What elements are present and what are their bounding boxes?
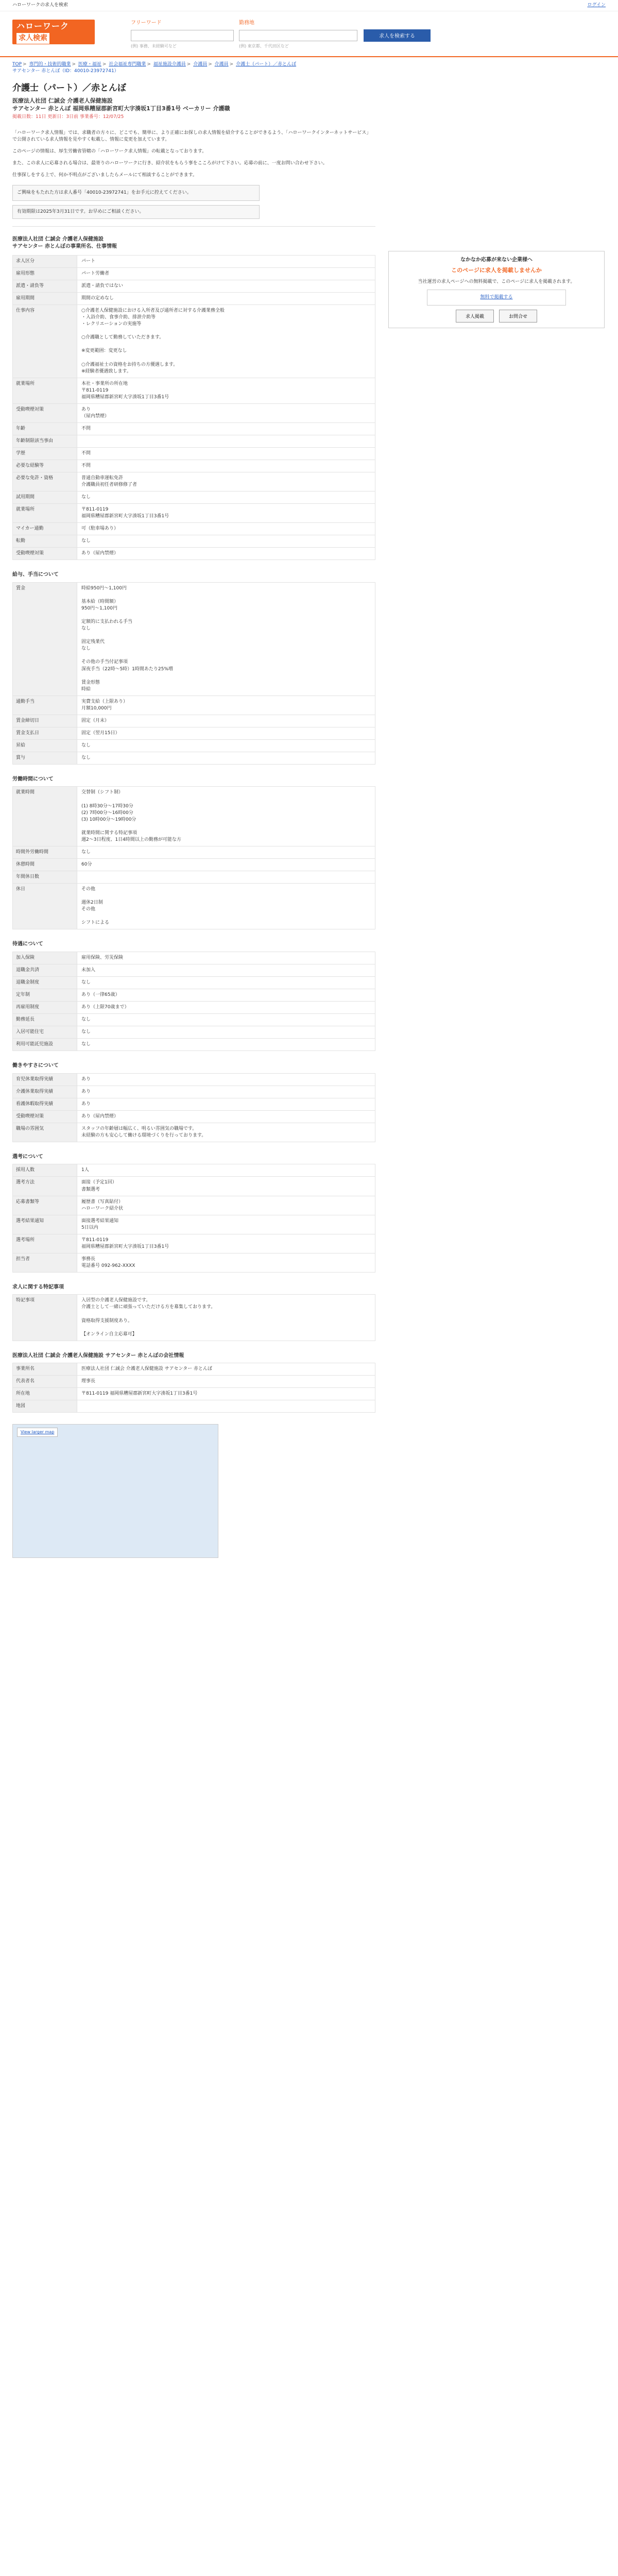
row-label: 代表者名	[13, 1376, 77, 1388]
table-row	[13, 1234, 375, 1253]
row-value: パート	[77, 255, 375, 267]
row-label: 退職金制度	[13, 976, 77, 989]
location-map[interactable]	[12, 1424, 218, 1558]
keyword-example: (例) 事務、未経験可など	[131, 43, 177, 48]
table-row	[13, 1388, 375, 1400]
table-row	[13, 727, 375, 739]
row-value: なし	[77, 1039, 375, 1051]
table-row	[13, 858, 375, 871]
row-label: 年齢	[13, 422, 77, 435]
logo-line-2: 求人検索	[16, 33, 49, 43]
environment-section-title: 働きやすさについて	[12, 1063, 59, 1069]
row-label: 介護休業取得実績	[13, 1086, 77, 1098]
row-value: 実費支給（上限あり） 月額10,000円	[77, 696, 375, 715]
table-row	[13, 403, 375, 422]
row-label: 利用可能託児施設	[13, 1039, 77, 1051]
company-heading-line-2: サアセンター 赤とんぼの事業所名、仕事情報	[12, 244, 117, 250]
row-label: 受動喫煙対策	[13, 403, 77, 422]
row-value: あり（上限70歳まで）	[77, 1001, 375, 1013]
company-heading-line-1: 医療法人社団 仁誠会 介護老人保健施設	[12, 236, 104, 242]
row-value: なし	[77, 739, 375, 752]
selection-section-title: 選考について	[12, 1154, 43, 1160]
table-row	[13, 1164, 375, 1177]
sidebar	[388, 76, 605, 1558]
table-row	[13, 1014, 375, 1026]
table-row	[13, 280, 375, 293]
row-value: なし	[77, 535, 375, 548]
table-row	[13, 447, 375, 460]
notice-p2: このページの情報は、厚生労働省管轄の「ハローワーク求人情報」の転載となっております。	[12, 148, 207, 154]
row-value: なし	[77, 492, 375, 504]
row-value: 可（駐車場あり）	[77, 523, 375, 535]
breadcrumb: TOP > 専門的・技術的職業 > 医療・福祉 > 社会福祉専門職業 > 福祉施設介護員 > 介護員 > 介護員 > 介護士（パート）／赤とんぼ サアセンター 赤とんぼ（ID：40010-23972741）	[0, 56, 618, 76]
table-row	[13, 1110, 375, 1123]
site-logo[interactable]	[12, 20, 95, 44]
notice-p4: 仕事探しをする上で、何か不明点がございましたらメールにて相談することができます。	[12, 172, 197, 178]
table-row	[13, 293, 375, 305]
row-label: 事業所名	[13, 1363, 77, 1376]
row-label: 再雇用制度	[13, 1001, 77, 1013]
row-label: 必要な免許・資格	[13, 472, 77, 492]
row-value: 60分	[77, 858, 375, 871]
company-line-2: サアセンター 赤とんぼ 福岡県糟屋郡新宮町大字湊坂1丁目3番1号 ベーカリー 介護職	[12, 105, 230, 112]
table-row	[13, 460, 375, 472]
row-value: 〒811-0119 福岡県糟屋郡新宮町大字湊坂1丁目3番1号	[77, 1234, 375, 1253]
table-row	[13, 846, 375, 858]
table-row	[13, 1177, 375, 1196]
row-value: 不問	[77, 422, 375, 435]
job-title: 介護士（パート）／赤とんぼ	[12, 83, 126, 94]
row-value: その他 週休2日制 その他 シフトによる	[77, 883, 375, 929]
title-block	[12, 82, 375, 120]
table-row	[13, 255, 375, 267]
breadcrumb-item[interactable]: 社会福祉専門職業	[109, 62, 146, 67]
promo-description: 当社運営の求人ページへの無料掲載で、このページに求人を掲載されます。	[418, 279, 575, 284]
table-row	[13, 1295, 375, 1341]
row-value: 面接選考結果通知 5日以内	[77, 1215, 375, 1234]
table-row	[13, 1123, 375, 1142]
row-label: 応募書類等	[13, 1196, 77, 1215]
breadcrumb-item[interactable]: 福祉施設介護員	[153, 62, 186, 67]
row-label: 選考場所	[13, 1234, 77, 1253]
table-row	[13, 523, 375, 535]
table-row	[13, 422, 375, 435]
row-label: 仕事内容	[13, 305, 77, 378]
hours-section-title: 労働時間について	[12, 776, 54, 782]
row-label: 雇用期間	[13, 293, 77, 305]
row-value: なし	[77, 846, 375, 858]
row-value	[77, 435, 375, 447]
row-value: 〒811-0119 福岡県糟屋郡新宮町大字湊坂1丁目3番1号	[77, 504, 375, 523]
row-value: 入居型の介護老人保健施設です。 介護士として一緒に頑張っていただける方を募集しております。 資格取得支援制度あり。 【オンライン自主応募可】	[77, 1295, 375, 1341]
row-label: 受動喫煙対策	[13, 1110, 77, 1123]
table-row	[13, 1086, 375, 1098]
notes-table	[12, 1294, 375, 1341]
row-value: あり （屋内禁煙）	[77, 403, 375, 422]
table-row	[13, 1215, 375, 1234]
table-row	[13, 1098, 375, 1110]
table-row	[13, 548, 375, 560]
logo-line-1: ハローワーク	[16, 21, 70, 31]
row-value: 固定（翌月15日）	[77, 727, 375, 739]
table-row	[13, 1196, 375, 1215]
row-value: ○介護老人保健施設における入所者及び通所者に対する介護業務全般 ・入浴介助、食事介助、排泄介助等 ・レクリエーションの実施等 ○介護職として勤務していただきます。 ※変更範囲：変更なし ○介護福祉士の資格をお持ちの方優遇します。 ※経験者優遇致します。	[77, 305, 375, 378]
office-table	[12, 1363, 375, 1413]
table-row	[13, 952, 375, 964]
table-row	[13, 1039, 375, 1051]
row-label: 入居可能住宅	[13, 1026, 77, 1039]
row-value: 履歴書（写真貼付） ハローワーク紹介状	[77, 1196, 375, 1215]
benefits-table	[12, 952, 375, 1051]
table-row	[13, 268, 375, 280]
row-label: 時間外労働時間	[13, 846, 77, 858]
table-row	[13, 1363, 375, 1376]
promo-link[interactable]: 無料で掲載する	[480, 294, 513, 300]
company-line-1: 医療法人社団 仁誠会 介護老人保健施設	[12, 97, 113, 104]
notice-p1: 「ハローワーク求人情報」では、求職者の方々に、どこでも、簡単に、より正確にお探しの求人情報を紹介することができるよう、「ハローワークインターネットサービス」で公開されている求人情報を見やすく転載し、情報に変更を加えています。	[12, 130, 371, 142]
row-value: 医療法人社団 仁誠会 介護老人保健施設 サアセンター 赤とんぼ	[77, 1363, 375, 1376]
location-input[interactable]	[239, 30, 357, 41]
row-value: なし	[77, 1026, 375, 1039]
row-value: なし	[77, 752, 375, 764]
table-row	[13, 535, 375, 548]
table-row	[13, 1400, 375, 1413]
row-label: 年間休日数	[13, 871, 77, 883]
row-value: 固定（月末）	[77, 715, 375, 727]
row-label: マイカー通勤	[13, 523, 77, 535]
office-section-title: 医療法人社団 仁誠会 介護老人保健施設 サアセンター 赤とんぼの会社情報	[12, 1352, 184, 1359]
row-value: 雇用保険、労災保険	[77, 952, 375, 964]
row-value: 交替制（シフト制） (1) 8時30分〜17時30分 (2) 7時00分〜16時00分 (3) 10時00分〜19時00分 就業時間に関する特記事項 週2〜3日程度、1日4時間以上の勤務が可能な方	[77, 787, 375, 846]
row-label: 派遣・請負等	[13, 280, 77, 293]
row-label: 採用人数	[13, 1164, 77, 1177]
row-label: 通勤手当	[13, 696, 77, 715]
login-link[interactable]: ログイン	[587, 2, 606, 8]
notes-section-title: 求人に関する特記事項	[12, 1284, 64, 1290]
row-label: 雇用形態	[13, 268, 77, 280]
row-label: 看護休暇取得実績	[13, 1098, 77, 1110]
row-label: 定年制	[13, 989, 77, 1001]
breadcrumb-item[interactable]: 介護員	[193, 62, 208, 67]
table-row	[13, 582, 375, 696]
notice	[12, 130, 375, 219]
view-larger-map-link[interactable]: View larger map	[17, 1428, 58, 1437]
table-row	[13, 492, 375, 504]
row-label: 賃金支払日	[13, 727, 77, 739]
breadcrumb-item[interactable]: 介護員	[214, 62, 229, 67]
row-label: 必要な経験等	[13, 460, 77, 472]
row-label: 勤務延長	[13, 1014, 77, 1026]
row-value: 不問	[77, 460, 375, 472]
row-label: 求人区分	[13, 255, 77, 267]
row-value: 理事長	[77, 1376, 375, 1388]
keyword-input[interactable]	[131, 30, 234, 41]
row-value: なし	[77, 976, 375, 989]
search-form	[131, 20, 431, 49]
job-number-callout: ご興味をもたれた方は求人番号「40010-23972741」をお手元に控えてください。	[12, 185, 260, 201]
promo-title: なかなか応募が来ない企業様へ	[460, 257, 533, 263]
promo-link-box	[427, 290, 566, 306]
expiry-callout: 有効期限は2025年3月31日です。お早めにご相談ください。	[12, 205, 260, 219]
location-label: 勤務地	[239, 20, 254, 26]
row-value: 本社・事業所の所在地 〒811-0119 福岡県糟屋郡新宮町大字湊坂1丁目3番1号	[77, 378, 375, 403]
table-row	[13, 472, 375, 492]
breadcrumb-item[interactable]: 医療・福祉	[78, 62, 101, 67]
table-row	[13, 1253, 375, 1272]
row-label: 賞与	[13, 752, 77, 764]
row-value: 派遣・請負ではない	[77, 280, 375, 293]
table-row	[13, 504, 375, 523]
table-row	[13, 715, 375, 727]
table-row	[13, 976, 375, 989]
row-label: 選考方法	[13, 1177, 77, 1196]
contact-button[interactable]: お問合せ	[499, 310, 537, 323]
row-value: なし	[77, 1014, 375, 1026]
selection-table	[12, 1164, 375, 1273]
table-row	[13, 752, 375, 764]
divider	[12, 226, 375, 227]
row-value: パート労働者	[77, 268, 375, 280]
notice-p3: また、この求人に応募される場合は、最寄りのハローワークに行き、紹介状をもらう事をこころがけて下さい。応募の前に、一度お問い合わせ下さい。	[12, 160, 328, 166]
company-heading	[12, 236, 375, 251]
row-value: スタッフの年齢層は幅広く、明るい雰囲気の職場です。 未経験の方も安心して働ける環境づくりを行っております。	[77, 1123, 375, 1142]
row-value: あり（一律65歳）	[77, 989, 375, 1001]
row-value: 〒811-0119 福岡県糟屋郡新宮町大字湊坂1丁目3番1号	[77, 1388, 375, 1400]
row-value: 事務長 電話番号 092-962-XXXX	[77, 1253, 375, 1272]
job-meta: 掲載日数：11日 更新日：3日前 事業番号：12/07/25	[12, 114, 124, 120]
post-job-button[interactable]: 求人掲載	[456, 310, 494, 323]
keyword-label: フリーワード	[131, 20, 162, 26]
site-title: ハローワークの求人を検索	[12, 2, 68, 8]
table-row	[13, 435, 375, 447]
row-label: 選考結果通知	[13, 1215, 77, 1234]
job-detail	[12, 76, 375, 1558]
breadcrumb-item[interactable]: 専門的・技術的職業	[29, 62, 71, 67]
table-row	[13, 1376, 375, 1388]
breadcrumb-line-2: サアセンター 赤とんぼ（ID：40010-23972741）	[12, 69, 119, 74]
table-row	[13, 883, 375, 929]
wage-table	[12, 582, 375, 765]
row-label: 賃金締切日	[13, 715, 77, 727]
row-value: あり	[77, 1098, 375, 1110]
row-value	[77, 1400, 375, 1413]
row-value: あり	[77, 1086, 375, 1098]
row-value: 面接（予定1回） 書類選考	[77, 1177, 375, 1196]
row-label: 就業時間	[13, 787, 77, 846]
table-row	[13, 787, 375, 846]
row-label: 育児休業取得実績	[13, 1073, 77, 1086]
row-label: 賃金	[13, 582, 77, 696]
row-value: 時給950円〜1,100円 基本給（時間額） 950円〜1,100円 定額的に支払われる手当 なし 固定残業代 なし その他の手当付記事項 深夜手当（22時〜5時）1時間あたり25%増 賃金形態 時給	[77, 582, 375, 696]
employer-promo-box	[388, 251, 605, 328]
table-row	[13, 696, 375, 715]
breadcrumb-item[interactable]: TOP	[12, 62, 22, 67]
row-label: 加入保険	[13, 952, 77, 964]
table-row	[13, 1026, 375, 1039]
row-value	[77, 871, 375, 883]
row-label: 特記事項	[13, 1295, 77, 1341]
row-label: 休憩時間	[13, 858, 77, 871]
row-label: 就業場所	[13, 378, 77, 403]
row-value: 未加入	[77, 964, 375, 976]
table-row	[13, 305, 375, 378]
location-example: (例) 東京都、千代田区など	[239, 43, 289, 48]
row-label: 年齢制限該当事由	[13, 435, 77, 447]
breadcrumb-item[interactable]: 介護士（パート）／赤とんぼ	[236, 62, 297, 67]
table-row	[13, 739, 375, 752]
row-value: 不問	[77, 447, 375, 460]
hours-table	[12, 786, 375, 929]
row-label: 担当者	[13, 1253, 77, 1272]
environment-table	[12, 1073, 375, 1142]
row-label: 退職金共済	[13, 964, 77, 976]
row-value: 1人	[77, 1164, 375, 1177]
row-label: 受動喫煙対策	[13, 548, 77, 560]
table-row	[13, 964, 375, 976]
search-button[interactable]: 求人を検索する	[364, 29, 431, 42]
row-label: 試用期間	[13, 492, 77, 504]
row-label: 転勤	[13, 535, 77, 548]
row-label: 職場の雰囲気	[13, 1123, 77, 1142]
row-label: 就業場所	[13, 504, 77, 523]
top-bar	[0, 0, 618, 11]
row-label: 所在地	[13, 1388, 77, 1400]
row-label: 学歴	[13, 447, 77, 460]
row-value: あり	[77, 1073, 375, 1086]
table-row	[13, 989, 375, 1001]
row-value: 普通自動車運転免許 介護職員初任者研修修了者	[77, 472, 375, 492]
row-value: あり（屋内禁煙）	[77, 1110, 375, 1123]
row-label: 休日	[13, 883, 77, 929]
row-label: 地図	[13, 1400, 77, 1413]
basic-info-table	[12, 255, 375, 560]
row-label: 昇給	[13, 739, 77, 752]
table-row	[13, 378, 375, 403]
header	[0, 11, 618, 54]
benefits-section-title: 待遇について	[12, 941, 43, 947]
row-value: 期間の定めなし	[77, 293, 375, 305]
table-row	[13, 1073, 375, 1086]
row-value: あり（屋内禁煙）	[77, 548, 375, 560]
promo-highlight: このページに求人を掲載しませんか	[451, 266, 542, 274]
table-row	[13, 1001, 375, 1013]
wage-section-title: 給与、手当について	[12, 572, 59, 578]
main-content	[0, 76, 618, 1558]
table-row	[13, 871, 375, 883]
